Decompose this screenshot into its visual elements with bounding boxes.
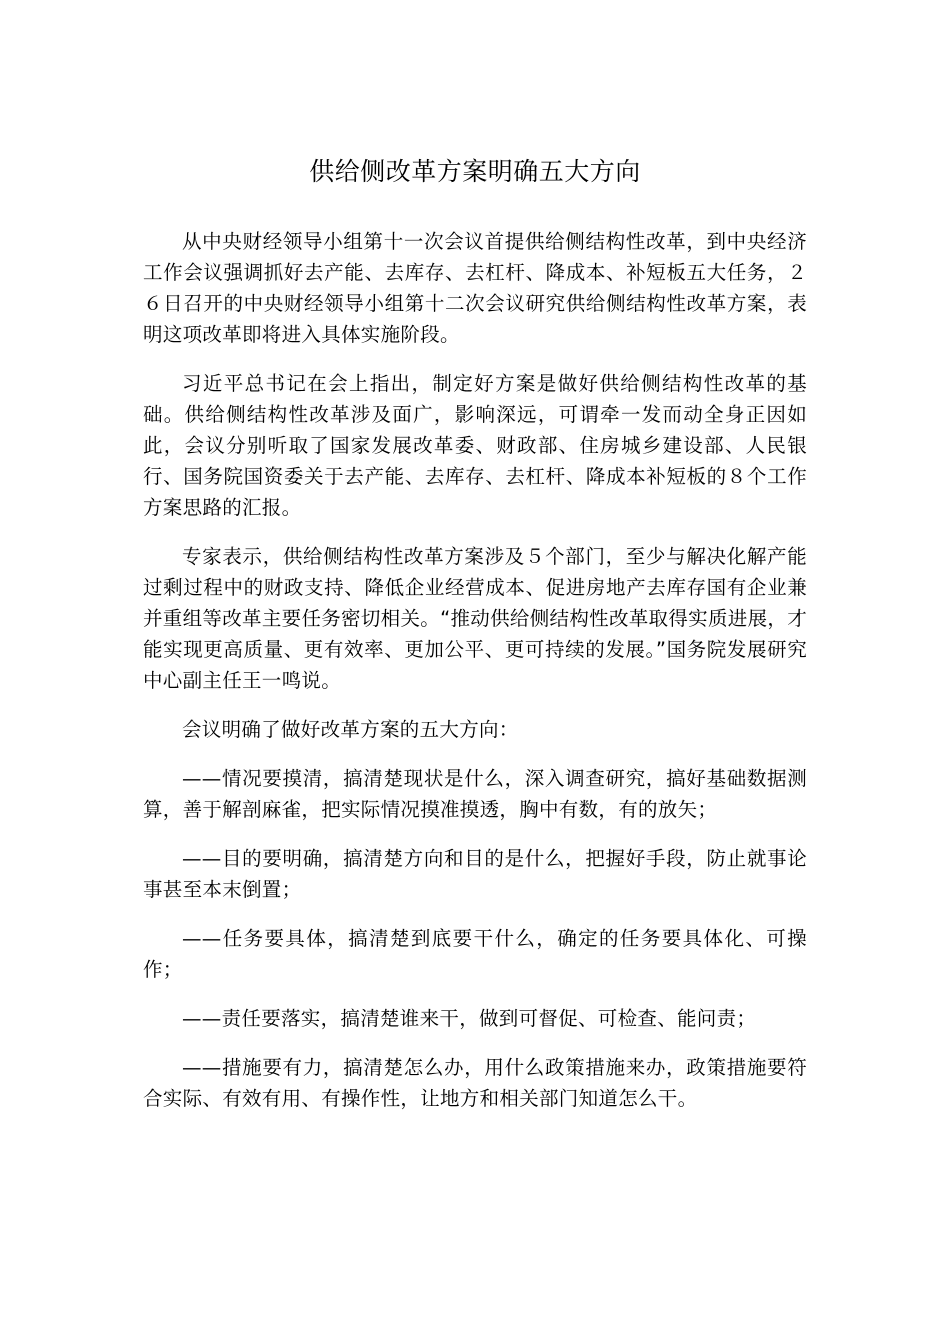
document-title: 供给侧改革方案明确五大方向 bbox=[309, 157, 641, 186]
paragraph-xi-remarks: 习近平总书记在会上指出，制定好方案是做好供给侧结构性改革的基础。供给侧结构性改革涉及面广，影响深远，可谓牵一发而动全身正因如此，会议分别听取了国家发展改革委、财政部、住房城乡建设部、人民银行、国务院国资委关于去产能、去库存、去杠杆、降成本补短板的８个工作方案思路的汇报。 bbox=[143, 372, 807, 519]
paragraph-direction-tasks: ——任务要具体，搞清楚到底要干什么，确定的任务要具体化、可操作； bbox=[143, 927, 807, 981]
paragraph-direction-responsibility: ——责任要落实，搞清楚谁来干，做到可督促、可检查、能问责； bbox=[182, 1007, 757, 1030]
paragraph-expert-comment: 专家表示，供给侧结构性改革方案涉及５个部门，至少与解决化解产能过剩过程中的财政支持、降低企业经营成本、促进房地产去库存国有企业兼并重组等改革主要任务密切相关。“推动供给侧结构性改革取得实质进展，才能实现更高质量、更有效率、更加公平、更可持续的发展。”国务院发展研究中心副主任王一鸣说。 bbox=[143, 545, 807, 692]
paragraph-direction-purpose: ——目的要明确，搞清楚方向和目的是什么，把握好手段，防止就事论事甚至本末倒置； bbox=[143, 847, 807, 901]
paragraph-direction-situation: ——情况要摸清，搞清楚现状是什么，深入调查研究，搞好基础数据测算，善于解剖麻雀，把实际情况摸准摸透，胸中有数，有的放矢； bbox=[143, 767, 807, 821]
paragraph-direction-measures: ——措施要有力，搞清楚怎么办，用什么政策措施来办，政策措施要符合实际、有效有用、有操作性，让地方和相关部门知道怎么干。 bbox=[143, 1056, 807, 1110]
paragraph-intro: 从中央财经领导小组第十一次会议首提供给侧结构性改革，到中央经济工作会议强调抓好去产能、去库存、去杠杆、降成本、补短板五大任务，２６日召开的中央财经领导小组第十二次会议研究供给侧结构性改革方案，表明这项改革即将进入具体实施阶段。 bbox=[143, 230, 807, 346]
paragraph-five-directions-intro: 会议明确了做好改革方案的五大方向： bbox=[182, 718, 519, 741]
document-body bbox=[143, 226, 807, 1132]
